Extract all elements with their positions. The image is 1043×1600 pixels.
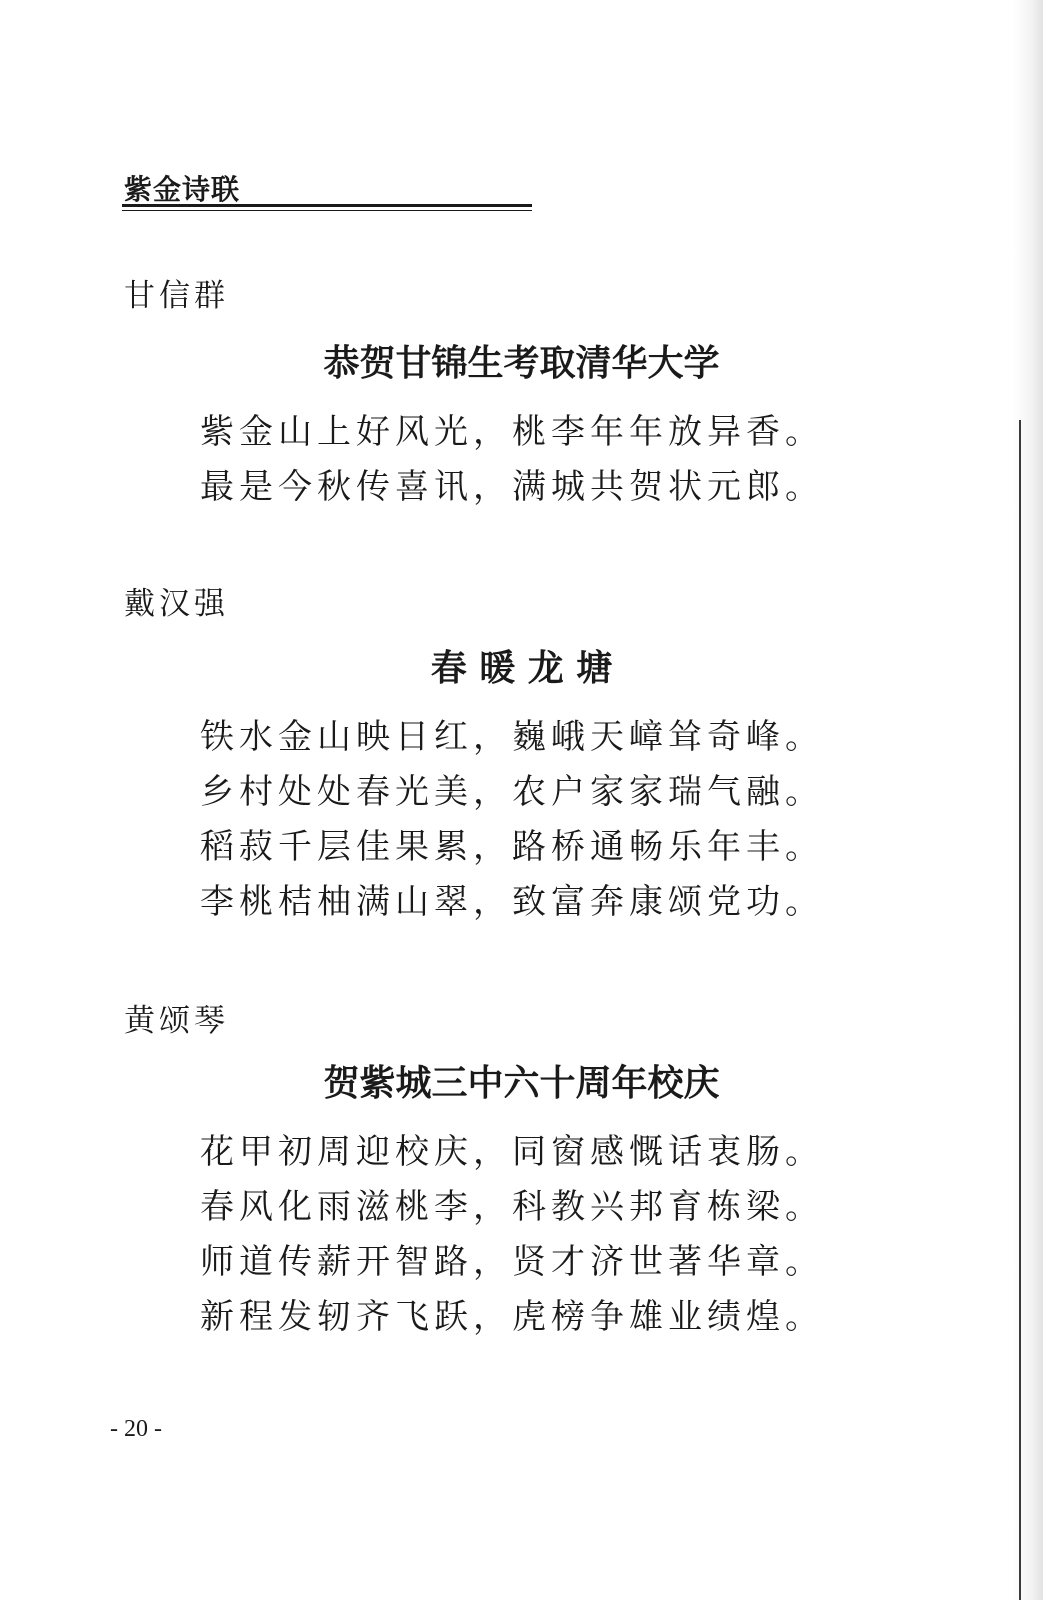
page-edge-shadow [1013,0,1043,1600]
page-edge-line [1019,420,1021,1600]
poem-author-1: 甘信群 [124,278,229,314]
poem-line: 铁水金山映日红，巍峨天嶂耸奇峰。 [200,717,824,757]
poem-author-3: 黄颂琴 [124,1003,229,1039]
page-number: - 20 - [110,1416,162,1442]
running-header-title: 紫金诗联 [124,173,241,206]
poem-line: 春风化雨滋桃李，科教兴邦育栋梁。 [200,1187,824,1227]
poem-title-1: 恭贺甘锦生考取清华大学 [323,343,720,384]
poem-title-3: 贺紫城三中六十周年校庆 [323,1063,720,1104]
poem-line: 新程发轫齐飞跃，虎榜争雄业绩煌。 [200,1297,824,1337]
poem-line: 师道传薪开智路，贤才济世著华章。 [200,1242,824,1282]
poem-author-2: 戴汉强 [124,586,229,622]
poem-line: 花甲初周迎校庆，同窗感慨话衷肠。 [200,1132,824,1172]
poem-line: 稻菽千层佳果累，路桥通畅乐年丰。 [200,827,824,867]
poem-line: 李桃桔柚满山翠，致富奔康颂党功。 [200,882,824,922]
poem-line: 紫金山上好风光，桃李年年放异香。 [200,412,824,452]
poem-body-2 [200,710,840,930]
poem-line: 最是今秋传喜讯，满城共贺状元郎。 [200,467,824,507]
poem-body-3 [200,1125,840,1345]
poem-line: 乡村处处春光美，农户家家瑞气融。 [200,772,824,812]
poem-body-1 [200,405,840,515]
poem-title-2: 春 暖 龙 塘 [430,648,613,689]
header-rule [122,204,532,211]
